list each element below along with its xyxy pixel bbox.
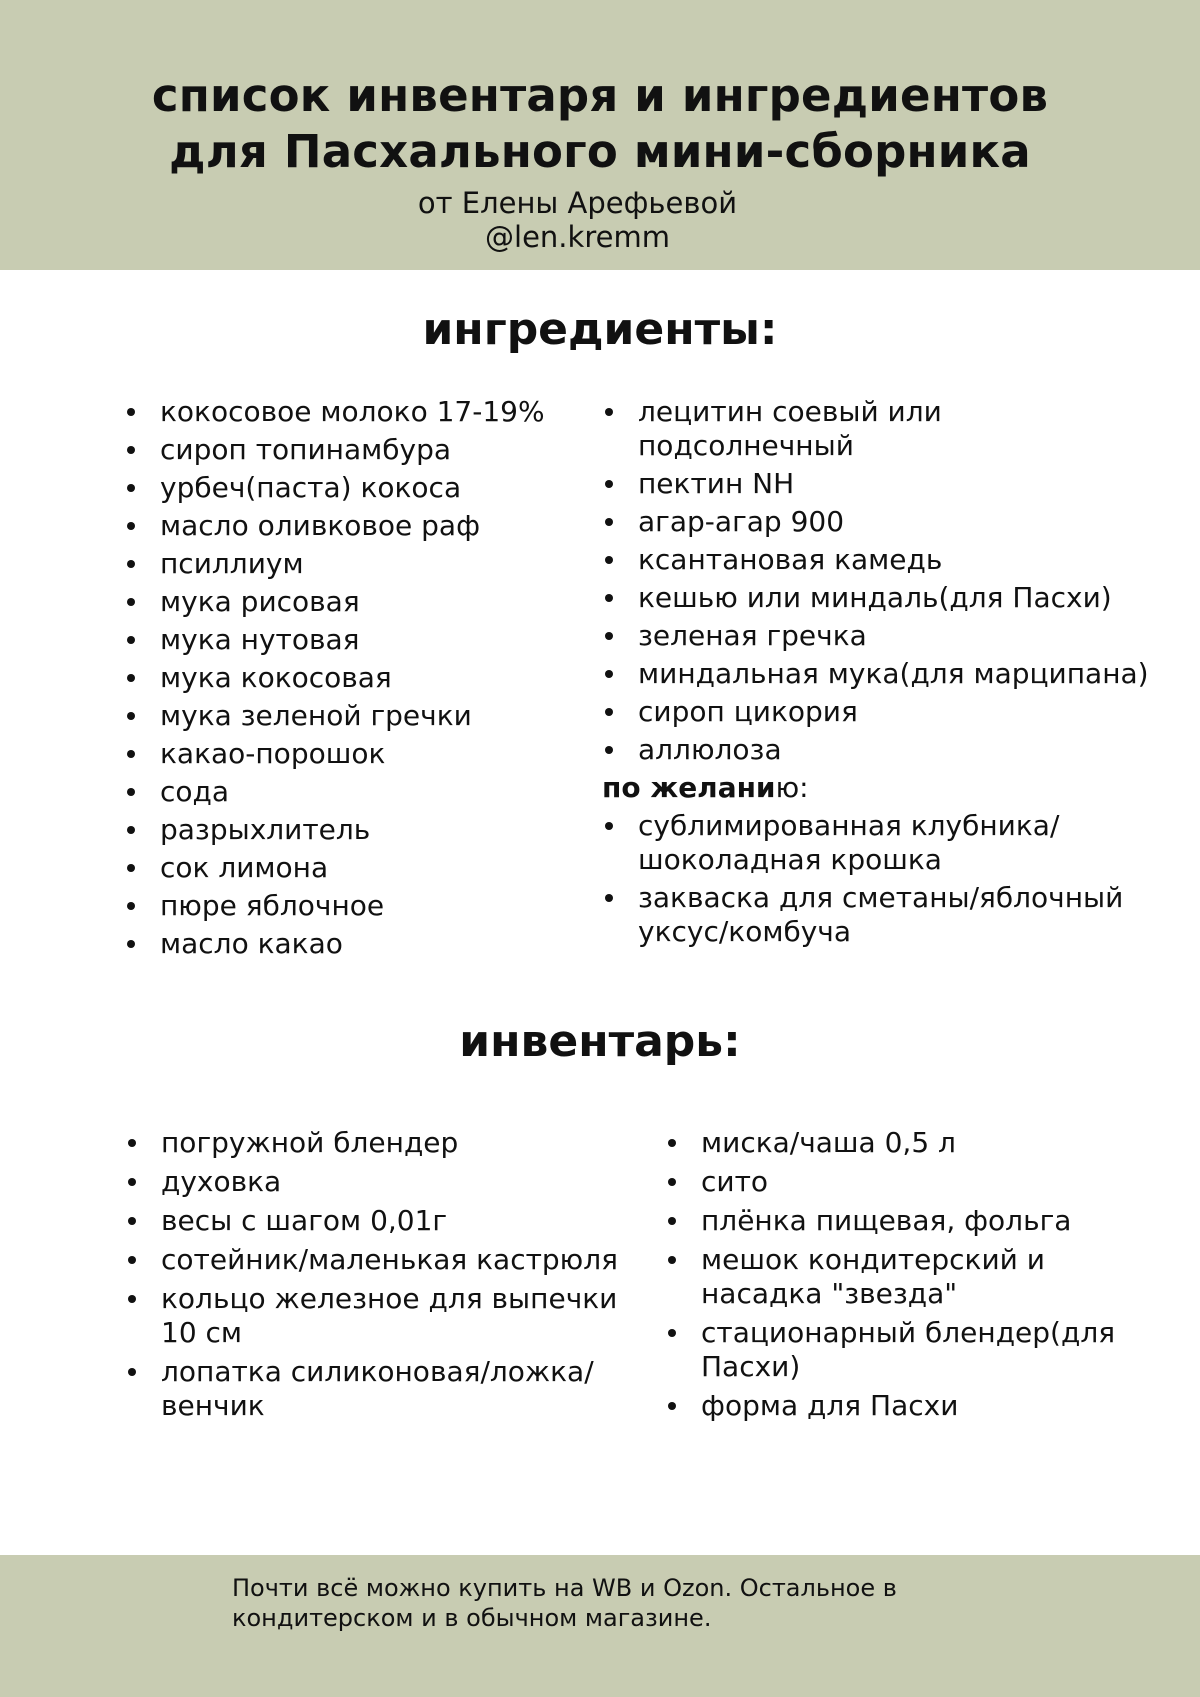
list-item: мука кокосовая: [124, 661, 584, 695]
list-item: разрыхлитель: [124, 813, 584, 847]
list-item: миска/чаша 0,5 л: [665, 1126, 1165, 1160]
list-item: плёнка пищевая, фольга: [665, 1204, 1165, 1238]
list-item: масло оливковое раф: [124, 509, 584, 543]
ingredients-list-right: [602, 395, 1182, 953]
list-item: пектин NH: [602, 467, 1182, 501]
list-item: форма для Пасхи: [665, 1389, 1165, 1423]
list-item: сироп цикория: [602, 695, 1182, 729]
list-item: сода: [124, 775, 584, 809]
list-item: мешок кондитерский и насадка "звезда": [665, 1243, 1101, 1311]
page-title: [0, 68, 1200, 180]
list-item: псиллиум: [124, 547, 584, 581]
optional-label-rest: ю:: [775, 771, 809, 804]
inventory-heading: инвентарь:: [459, 1016, 741, 1067]
list-item: агар-агар 900: [602, 505, 1182, 539]
author-handle: @len.kremm: [485, 220, 670, 254]
list-item: сок лимона: [124, 851, 584, 885]
ingredients-list-left: [124, 395, 584, 965]
list-item: лопатка силиконовая/ложка/венчик: [125, 1355, 631, 1423]
list-item: кешью или миндаль(для Пасхи): [602, 581, 1182, 615]
list-item: аллюлоза: [602, 733, 1182, 767]
list-item: духовка: [125, 1165, 665, 1199]
title-line-1: список инвентаря и ингредиентов: [151, 69, 1049, 122]
optional-label: [602, 771, 1182, 805]
list-item: кокосовое молоко 17-19%: [124, 395, 584, 429]
list-item: весы с шагом 0,01г: [125, 1204, 665, 1238]
list-item: сито: [665, 1165, 1165, 1199]
ingredients-heading: ингредиенты:: [422, 304, 778, 355]
title-line-2: для Пасхального мини-сборника: [169, 125, 1031, 178]
list-item: зеленая гречка: [602, 619, 1182, 653]
author-block: [0, 186, 1155, 254]
list-item: ксантановая камедь: [602, 543, 1182, 577]
list-item: закваска для сметаны/яблочный уксус/комбуча: [602, 881, 1158, 949]
list-item: мука рисовая: [124, 585, 584, 619]
list-item: масло какао: [124, 927, 584, 961]
list-item: погружной блендер: [125, 1126, 665, 1160]
list-item: мука зеленой гречки: [124, 699, 584, 733]
list-item: миндальная мука(для марципана): [602, 657, 1182, 691]
footer-note: Почти всё можно купить на WB и Ozon. Остальное в кондитерском и в обычном магазине.: [232, 1574, 897, 1632]
optional-label-bold: по желани: [602, 771, 776, 804]
list-item: лецитин соевый или подсолнечный: [602, 395, 988, 463]
list-item: пюре яблочное: [124, 889, 584, 923]
list-item: стационарный блендер(для Пасхи): [665, 1316, 1151, 1384]
list-item: сублимированная клубника/шоколадная крошка: [602, 809, 1138, 877]
inventory-list-left: [125, 1126, 665, 1428]
list-item: сироп топинамбура: [124, 433, 584, 467]
list-item: сотейник/маленькая кастрюля: [125, 1243, 665, 1277]
inventory-list-right: [665, 1126, 1165, 1428]
list-item: кольцо железное для выпечки 10 см: [125, 1282, 631, 1350]
list-item: мука нутовая: [124, 623, 584, 657]
author-name: от Елены Арефьевой: [417, 186, 738, 220]
list-item: урбеч(паста) кокоса: [124, 471, 584, 505]
list-item: какао-порошок: [124, 737, 584, 771]
